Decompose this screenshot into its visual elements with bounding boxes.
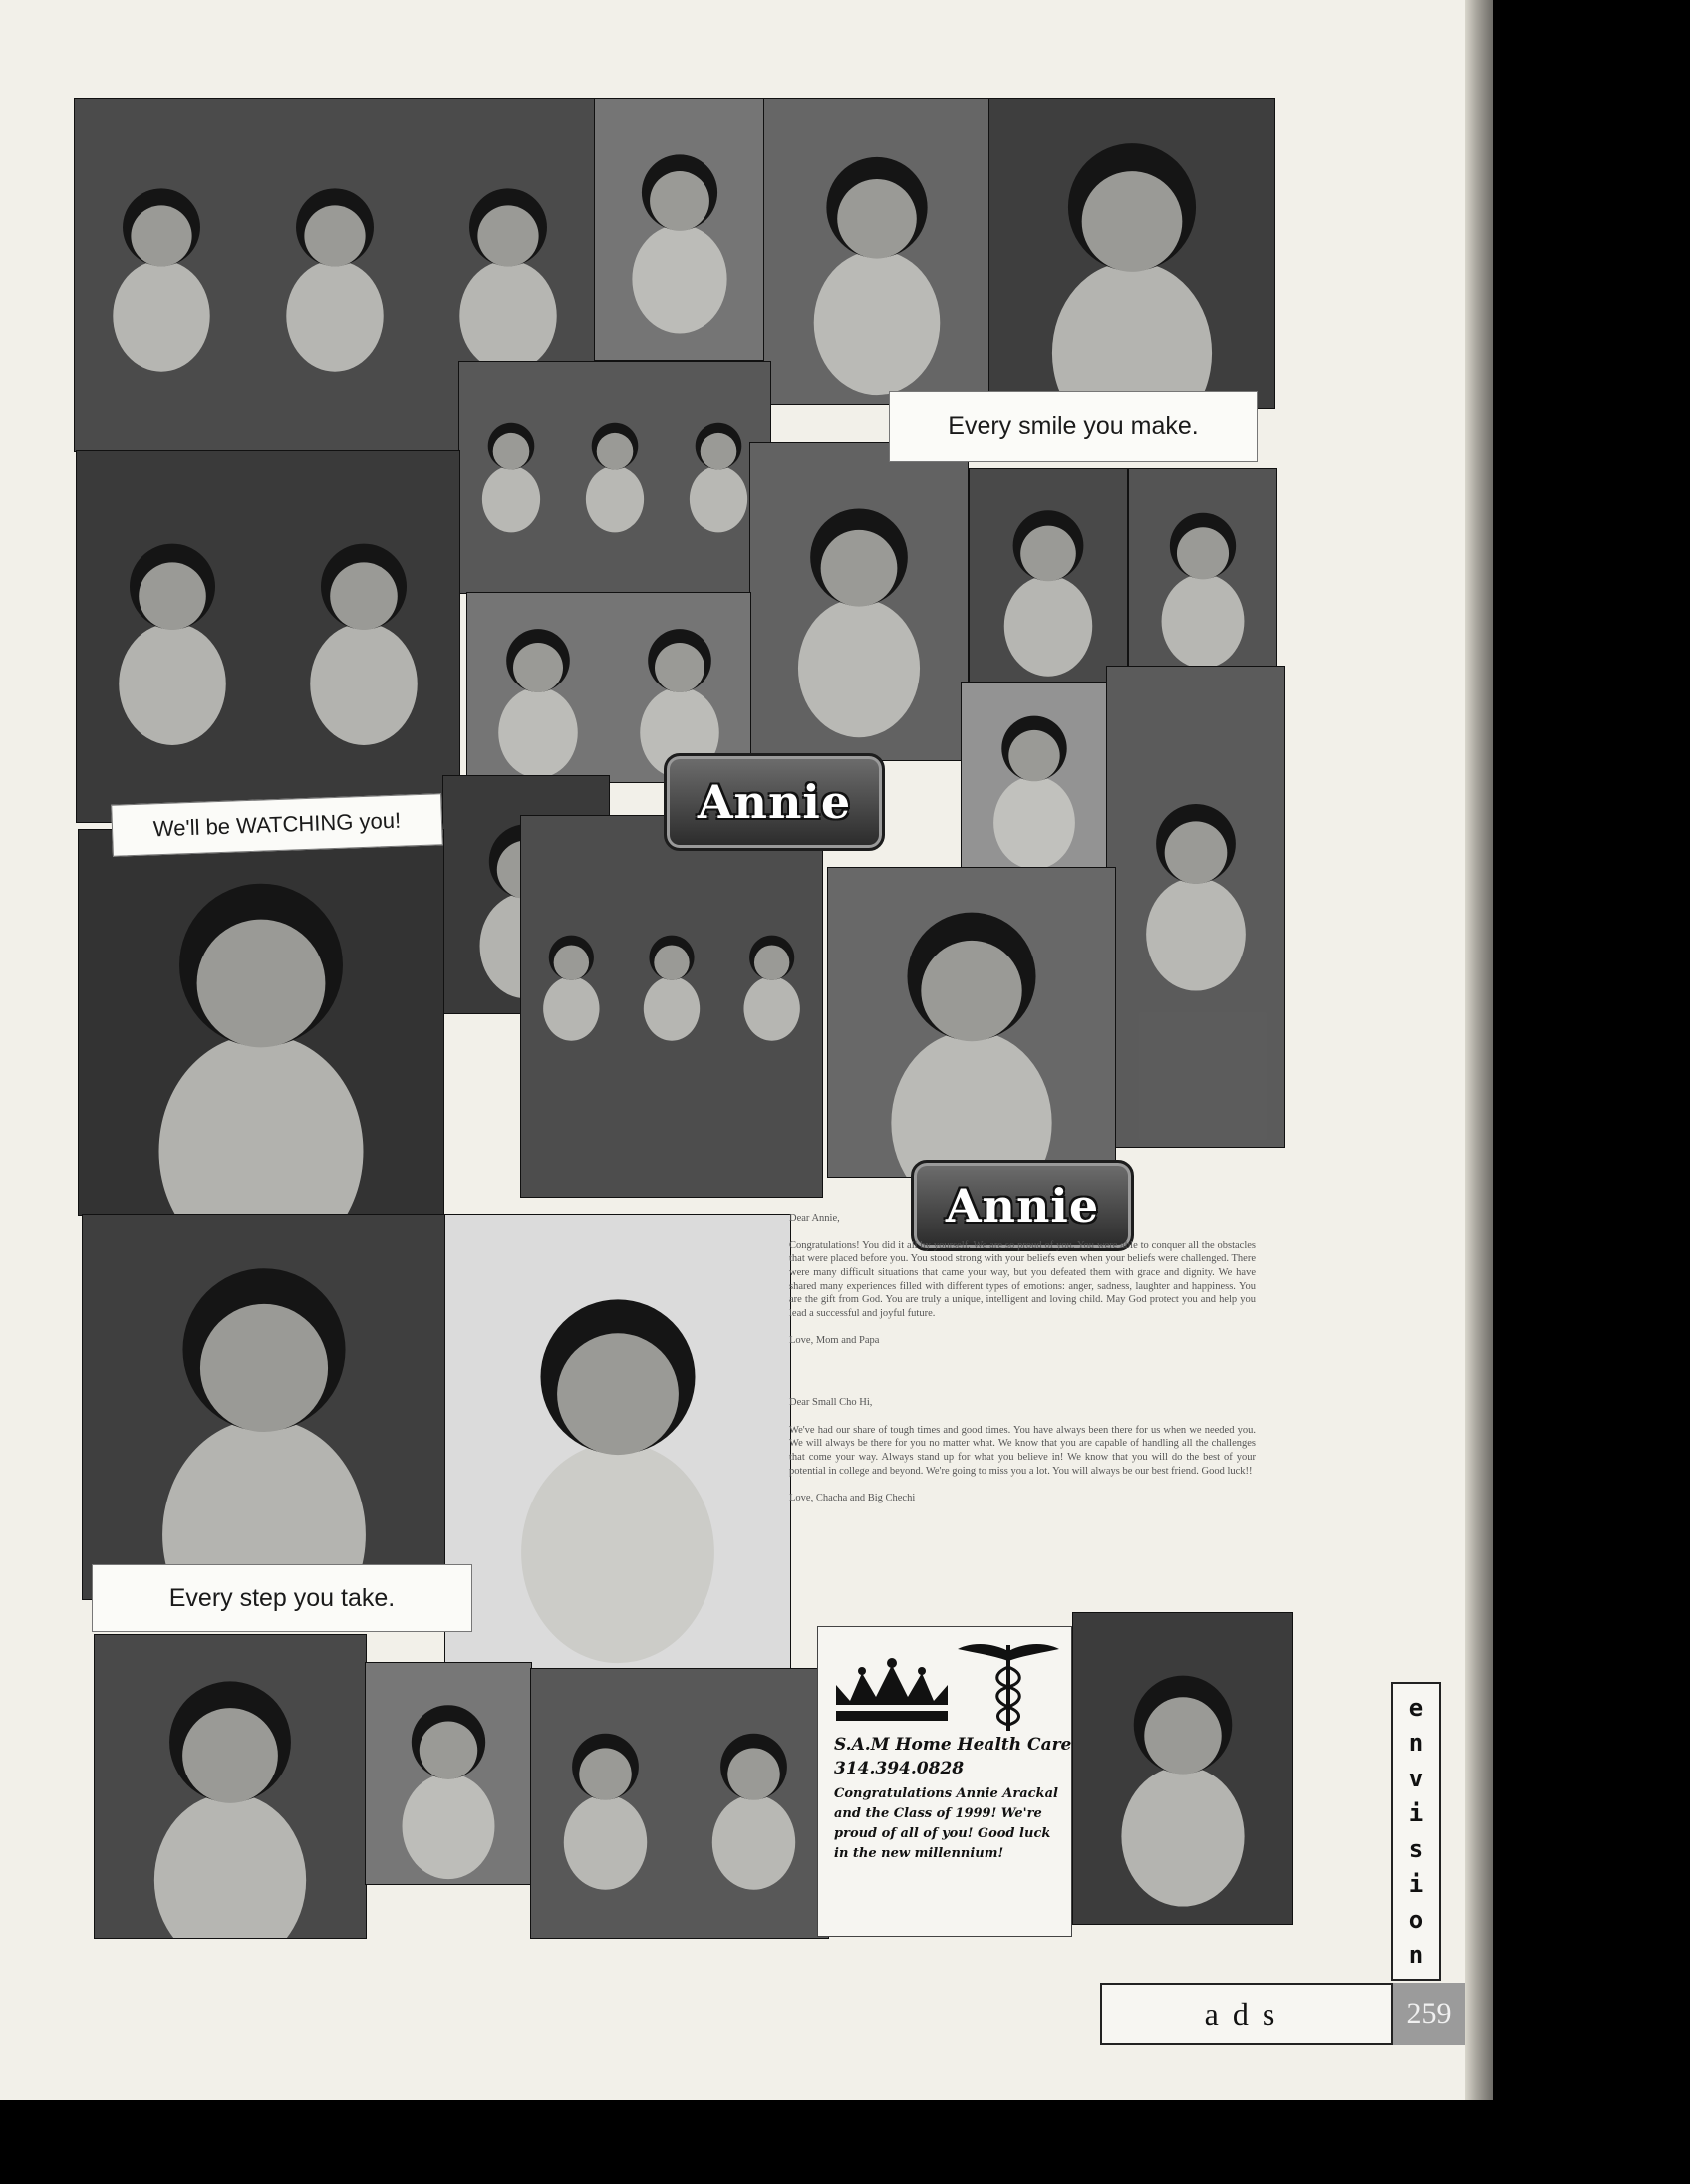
letter-1-greeting: Dear Annie,	[789, 1213, 840, 1224]
photo-portrait-school-image	[1129, 469, 1276, 682]
section-tab-letter: i	[1408, 1799, 1424, 1828]
photo-sleeping-child-image	[531, 1669, 828, 1938]
caption-watching-you: We'll be WATCHING you!	[111, 793, 443, 857]
photo-sitting-ruffle-dress-image	[750, 443, 968, 760]
letter-1-body: Congratulations! You did it all by yourself. We are so proud of you. You were able to conquer all the obstacles that were placed before you. You stood strong with your beliefs even when your beliefs were challenged. There were many difficult situations that came your way, but you defeated them with grace and dignity. We have shared many experiences filled with different types of emotions: anger, sadness, laughter and happiness. You are the gift from God. You are truly a unique, intelligent and loving child. May God protect you and help you lead a successful and joyful future.	[789, 1239, 1256, 1319]
letters-column	[789, 1212, 1256, 1630]
section-tab-letter: n	[1408, 1941, 1424, 1970]
photo-closeup-face	[82, 1214, 446, 1600]
annie-sticker-top: Annie	[664, 753, 885, 851]
section-tab-letter: o	[1408, 1905, 1424, 1934]
photo-baby-laughing	[594, 98, 765, 361]
photo-three-kids-porch-image	[521, 816, 822, 1197]
photo-flower-girl-image	[95, 1635, 366, 1938]
photo-stairs-standing-image	[1107, 667, 1284, 1147]
photo-toddler-white-dress	[988, 98, 1275, 409]
letter-1-signoff: Love, Mom and Papa	[789, 1335, 880, 1347]
caduceus-icon	[954, 1637, 1063, 1733]
photo-toddler-long-hair-image	[445, 1215, 790, 1669]
photo-three-kids-porch	[520, 815, 823, 1198]
page-number: 259	[1393, 1983, 1465, 2045]
photo-toddler-bow	[763, 98, 990, 405]
annie-sticker-bottom: Annie	[911, 1160, 1134, 1251]
photo-toddler-white-dress-image	[989, 99, 1274, 408]
section-tab-letter: e	[1408, 1693, 1424, 1722]
photo-portrait-school	[1128, 468, 1277, 683]
home-health-care-ad	[817, 1626, 1072, 1937]
caption-every-smile: Every smile you make.	[889, 391, 1258, 462]
letter-2-greeting: Dear Small Cho Hi,	[789, 1397, 873, 1409]
letter-2-body: We've had our share of tough times and good times. You have always been there for us when we needed you. We will always be there for you no matter what. We know that you are capable of handling all the challenges that come your way. Always stand up for what you believe in! We know that you will do the best of your potential in college and beyond. We're going to miss you a lot. You will always be our best friend. Good luck!!	[789, 1424, 1256, 1477]
photo-girl-grinning-image	[79, 830, 443, 1215]
photo-portrait-long-hair-image	[970, 469, 1127, 682]
photo-toddler-bow-image	[764, 99, 989, 404]
page-edge	[1465, 0, 1493, 2100]
photo-closeup-face-image	[83, 1215, 445, 1599]
photo-senior-portrait	[1072, 1612, 1293, 1925]
photo-senior-portrait-image	[1073, 1613, 1292, 1924]
photo-baby-smiling	[827, 867, 1116, 1178]
ad-company-name: S.A.M Home Health Care	[834, 1735, 1072, 1755]
photo-girl-grinning	[78, 829, 444, 1216]
photo-flower-girl	[94, 1634, 367, 1939]
photo-family-group-image	[459, 362, 770, 593]
photo-window-pose	[76, 450, 460, 823]
photo-baby-patterned	[961, 682, 1108, 869]
section-label-ads: ads	[1100, 1983, 1393, 2045]
photo-stairs-standing	[1106, 666, 1285, 1148]
crown-logo-icon	[832, 1655, 952, 1725]
letter-2-signoff: Love, Chacha and Big Chechi	[789, 1493, 916, 1504]
photo-girl-braid	[365, 1662, 532, 1885]
section-tab-letter: v	[1408, 1764, 1424, 1792]
photo-baby-patterned-image	[962, 682, 1107, 868]
section-tab-letter: s	[1408, 1834, 1424, 1863]
caption-every-step: Every step you take.	[92, 1564, 472, 1632]
photo-baby-laughing-image	[595, 99, 764, 360]
photo-portrait-long-hair	[969, 468, 1128, 683]
photo-sleeping-child	[530, 1668, 829, 1939]
photo-family-group	[458, 361, 771, 594]
photo-girl-braid-image	[366, 1663, 531, 1884]
ad-phone-number: 314.394.0828	[834, 1759, 965, 1778]
section-tab-letter: n	[1408, 1729, 1424, 1758]
ad-message: Congratulations Annie Arackal and the Class of 1999! We're proud of all of you! Good luck in the new millennium!	[834, 1786, 1058, 1862]
photo-toddler-long-hair	[444, 1214, 791, 1670]
section-tab-envision	[1391, 1682, 1441, 1981]
section-tab-letter: i	[1408, 1870, 1424, 1899]
photo-window-pose-image	[77, 451, 459, 822]
photo-baby-smiling-image	[828, 868, 1115, 1177]
photo-sitting-ruffle-dress	[749, 442, 969, 761]
